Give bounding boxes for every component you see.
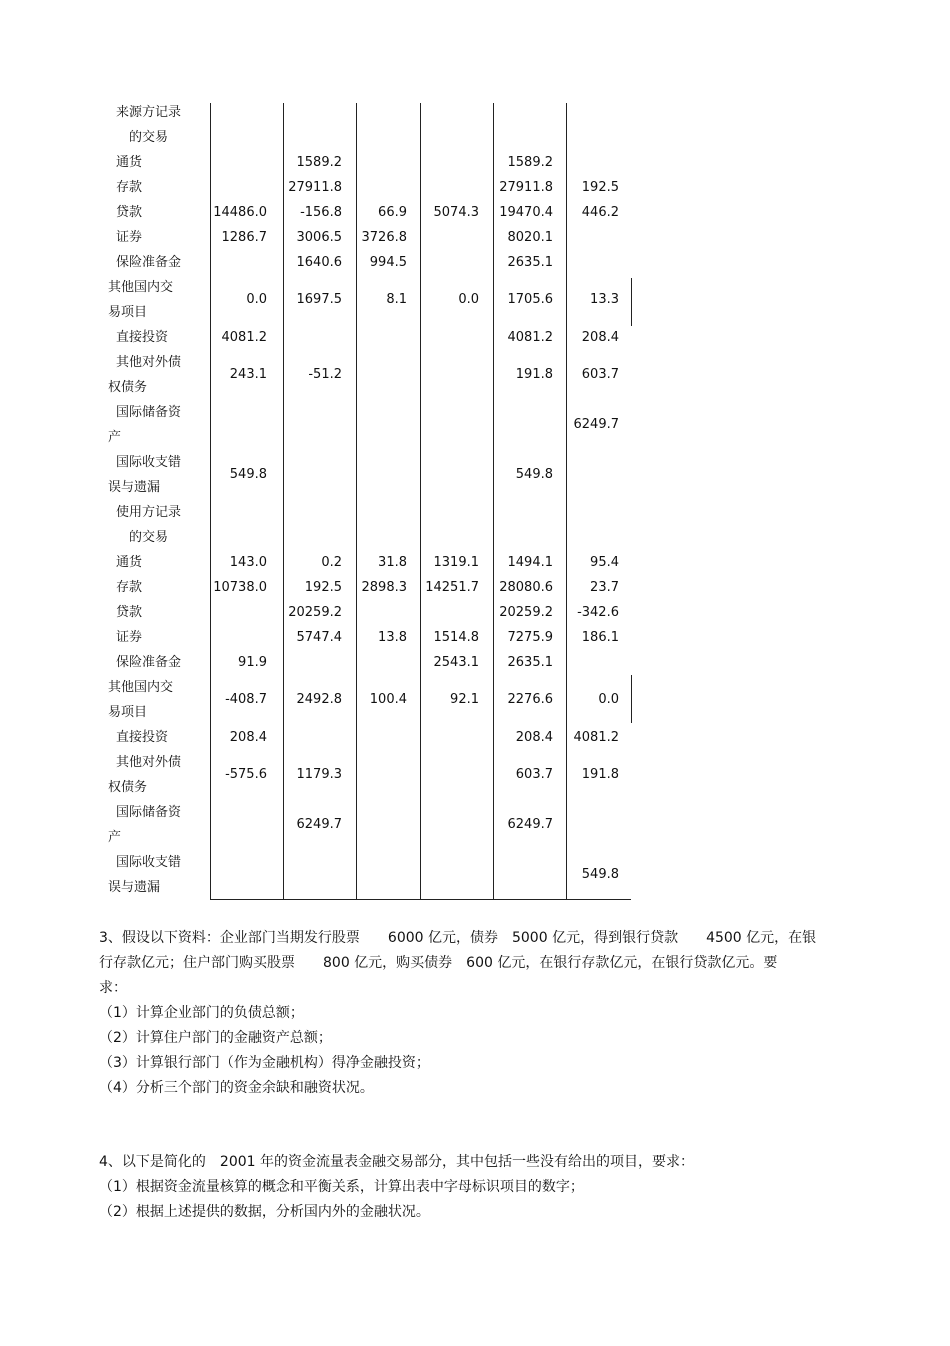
table-row	[0, 175, 950, 200]
table-cell: 549.8	[515, 467, 553, 482]
table-row	[0, 275, 950, 325]
table-cell: 0.0	[246, 292, 267, 307]
row-label: 误与遗漏	[108, 880, 161, 895]
table-cell: 8020.1	[507, 230, 553, 245]
table-row	[0, 575, 950, 600]
table-cell: 186.1	[581, 630, 619, 645]
row-label: 直接投资	[116, 730, 169, 745]
row-label: 权债务	[108, 780, 148, 795]
table-cell: 23.7	[590, 580, 619, 595]
row-label: 易项目	[108, 305, 148, 320]
row-label: 直接投资	[116, 330, 169, 345]
table-cell: 92.1	[450, 692, 479, 707]
row-label: 国际收支错	[116, 455, 182, 470]
table-cell: 20259.2	[288, 605, 342, 620]
table-cell: 0.0	[458, 292, 479, 307]
table-row	[0, 450, 950, 500]
table-row	[0, 725, 950, 750]
row-label: 存款	[116, 580, 143, 595]
table-cell: 191.8	[515, 367, 553, 382]
table-cell: 1589.2	[507, 155, 553, 170]
table-cell: 8.1	[386, 292, 407, 307]
table-cell: 2898.3	[361, 580, 407, 595]
row-label: 的交易	[129, 130, 169, 145]
row-label: 其他对外债	[116, 755, 182, 770]
table-cell: 4081.2	[221, 330, 267, 345]
table-row	[0, 325, 950, 350]
table-cell: 1705.6	[507, 292, 553, 307]
question-4	[99, 1150, 859, 1225]
table-row	[0, 750, 950, 800]
row-label: 国际储备资	[116, 405, 182, 420]
table-cell: 2492.8	[296, 692, 342, 707]
table-cell: 31.8	[378, 555, 407, 570]
table-cell: 1494.1	[507, 555, 553, 570]
table-cell: 14486.0	[213, 205, 267, 220]
question-3-line: （2）计算住户部门的金融资产总额；	[99, 1030, 332, 1046]
table-cell: 192.5	[581, 180, 619, 195]
question-4-line: （2）根据上述提供的数据，分析国内外的金融状况。	[99, 1204, 430, 1220]
table-cell: 1179.3	[296, 767, 342, 782]
table-cell: 243.1	[229, 367, 267, 382]
table-cell: 2276.6	[507, 692, 553, 707]
table-cell: 208.4	[581, 330, 619, 345]
table-cell: 14251.7	[425, 580, 479, 595]
table-cell: 6249.7	[507, 817, 553, 832]
table-cell: 549.8	[581, 867, 619, 882]
row-label: 通货	[116, 155, 143, 170]
table-row	[0, 150, 950, 175]
table-cell: 0.0	[598, 692, 619, 707]
table-cell: 66.9	[378, 205, 407, 220]
table-cell: 191.8	[581, 767, 619, 782]
table-cell: 549.8	[229, 467, 267, 482]
row-label: 易项目	[108, 705, 148, 720]
table-cell: 4081.2	[573, 730, 619, 745]
table-cell: 1589.2	[296, 155, 342, 170]
row-label: 保险准备金	[116, 255, 182, 270]
table-cell: 5747.4	[296, 630, 342, 645]
table-row	[0, 550, 950, 575]
table-row	[0, 250, 950, 275]
row-label: 其他国内交	[108, 280, 174, 295]
row-label: 国际储备资	[116, 805, 182, 820]
table-cell: 20259.2	[499, 605, 553, 620]
table-cell: 19470.4	[499, 205, 553, 220]
table-row	[0, 625, 950, 650]
table-cell: 13.8	[378, 630, 407, 645]
question-4-line: （1）根据资金流量核算的概念和平衡关系，计算出表中字母标识项目的数字；	[99, 1179, 584, 1195]
table-cell: 4081.2	[507, 330, 553, 345]
table-row	[0, 100, 950, 150]
table-cell: 603.7	[515, 767, 553, 782]
question-3-line: （3）计算银行部门（作为金融机构）得净金融投资；	[99, 1055, 430, 1071]
table-cell: 1697.5	[296, 292, 342, 307]
table-cell: 0.2	[321, 555, 342, 570]
table-cell: 13.3	[590, 292, 619, 307]
table-cell: -51.2	[308, 367, 342, 382]
table-row	[0, 400, 950, 450]
row-label: 贷款	[116, 205, 143, 220]
table-cell: 603.7	[581, 367, 619, 382]
table-cell: -575.6	[225, 767, 267, 782]
table-row	[0, 500, 950, 550]
table-cell: 2543.1	[433, 655, 479, 670]
table-cell: 95.4	[590, 555, 619, 570]
row-label: 误与遗漏	[108, 480, 161, 495]
row-label: 保险准备金	[116, 655, 182, 670]
table-cell: 10738.0	[213, 580, 267, 595]
table-cell: -342.6	[577, 605, 619, 620]
table-cell: 3006.5	[296, 230, 342, 245]
row-label: 其他国内交	[108, 680, 174, 695]
table-cell: 3726.8	[361, 230, 407, 245]
row-label: 权债务	[108, 380, 148, 395]
table-cell: 208.4	[515, 730, 553, 745]
row-label: 证券	[116, 630, 143, 645]
question-3-line: 行存款亿元；住户部门购买股票 800 亿元，购买债券 600 亿元，在银行存款亿元，在银行贷款亿元。要	[99, 955, 778, 971]
row-label: 通货	[116, 555, 143, 570]
table-row	[0, 600, 950, 625]
row-label: 贷款	[116, 605, 143, 620]
table-cell: 6249.7	[296, 817, 342, 832]
table-cell: 2635.1	[507, 655, 553, 670]
table-row	[0, 200, 950, 225]
table-cell: 7275.9	[507, 630, 553, 645]
question-3	[99, 926, 859, 1101]
table-cell: 2635.1	[507, 255, 553, 270]
question-4-line: 4、以下是简化的 2001 年的资金流量表金融交易部分，其中包括一些没有给出的项目，要求：	[99, 1154, 694, 1170]
row-label: 使用方记录	[116, 505, 182, 520]
table-cell: 1514.8	[433, 630, 479, 645]
row-label: 产	[108, 430, 122, 445]
row-label: 其他对外债	[116, 355, 182, 370]
row-label: 来源方记录	[116, 105, 182, 120]
question-3-line: 求：	[99, 980, 127, 996]
table-cell: -156.8	[300, 205, 342, 220]
table-cell: 27911.8	[288, 180, 342, 195]
table-cell: 100.4	[369, 692, 407, 707]
table-cell: 994.5	[369, 255, 407, 270]
table-row	[0, 850, 950, 900]
table-cell: 208.4	[229, 730, 267, 745]
table-cell: 192.5	[304, 580, 342, 595]
table-cell: 5074.3	[433, 205, 479, 220]
row-label: 证券	[116, 230, 143, 245]
table-cell: 28080.6	[499, 580, 553, 595]
table-cell: 91.9	[238, 655, 267, 670]
question-3-line: （4）分析三个部门的资金余缺和融资状况。	[99, 1080, 374, 1096]
table-cell: 446.2	[581, 205, 619, 220]
table-row	[0, 675, 950, 725]
table-cell: 1286.7	[221, 230, 267, 245]
table-cell: 1319.1	[433, 555, 479, 570]
table-row	[0, 350, 950, 400]
question-3-line: 3、假设以下资料：企业部门当期发行股票 6000 亿元，债券 5000 亿元，得到银行贷款 4500 亿元，在银	[99, 930, 817, 946]
row-label: 存款	[116, 180, 143, 195]
table-cell: 143.0	[229, 555, 267, 570]
table-row	[0, 650, 950, 675]
table-cell: 6249.7	[573, 417, 619, 432]
table-cell: 1640.6	[296, 255, 342, 270]
table-row	[0, 225, 950, 250]
row-label: 国际收支错	[116, 855, 182, 870]
row-label: 的交易	[129, 530, 169, 545]
table-row	[0, 800, 950, 850]
row-label: 产	[108, 830, 122, 845]
table-cell: -408.7	[225, 692, 267, 707]
table-cell: 27911.8	[499, 180, 553, 195]
question-3-line: （1）计算企业部门的负债总额；	[99, 1005, 304, 1021]
